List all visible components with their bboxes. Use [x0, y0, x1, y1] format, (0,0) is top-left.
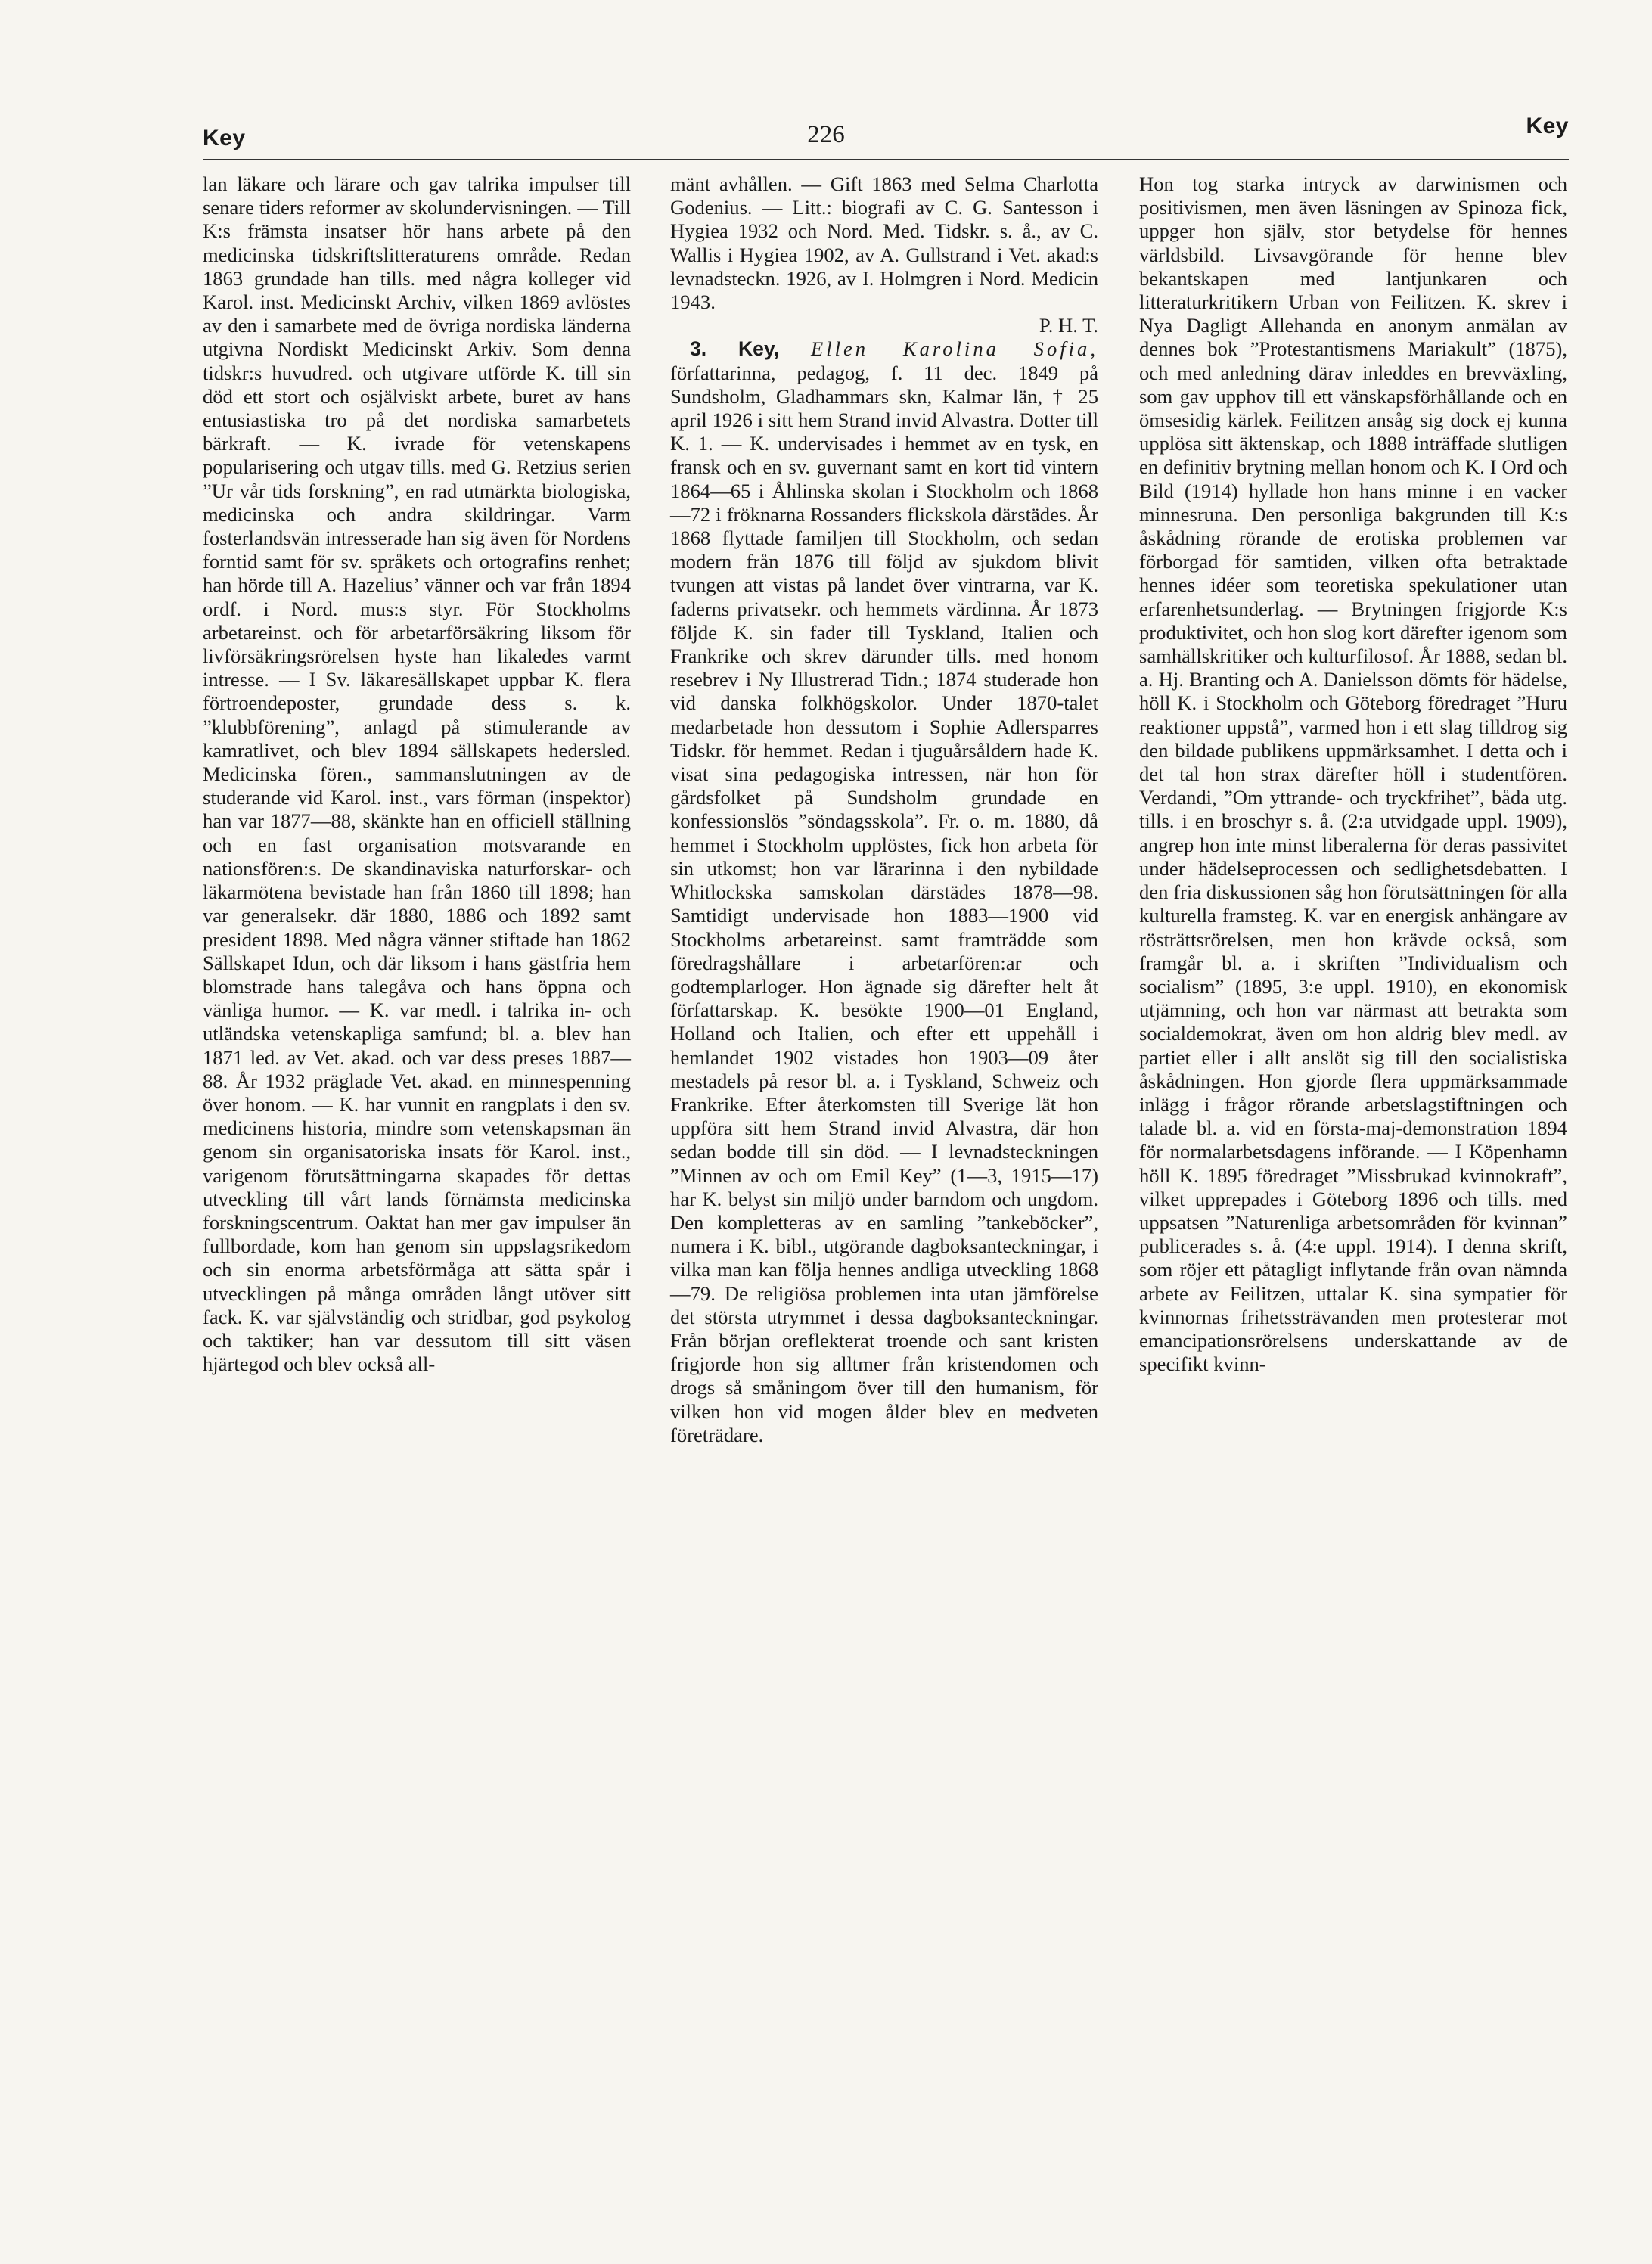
- column-2-paragraph-1: [670, 172, 1098, 337]
- column-3-text: Hon tog starka intryck av darwinismen och positivismen, men även läsningen av Spinoza fick, uppger hon själv, stor betydelse för hennes världsbild. Livsavgörande för henne blev bekantskapen med lantjunkaren och litteraturkritikern Urban von Feilitzen. K. skrev i Nya Dagligt Allehanda en anonym anmälan av dennes bok ”Protestantismens Mariakult” (1875), och med anledning därav inleddes en brevväxling, som gav upphov till ett vänskapsförhållande och en ömsesidig kärlek. Feilitzen ansåg sig dock ej kunna upplösa sitt äktenskap, och 1888 inträffade slutligen en definitiv brytning mellan honom och K. I Ord och Bild (1914) hyllade hon hans minne i en vacker minnesruna. Den personliga bakgrunden till K:s åskådning rörande de erotiska problemen var förborgad för samtiden, vilken ofta betraktade hennes idéer som teoretiska spekulationer utan erfarenhetsunderlag. — Brytningen frigjorde K:s produktivitet, och hon slog kort därefter igenom som samhällskritiker och kulturfilosof. År 1888, sedan bl. a. Hj. Branting och A. Danielsson dömts för hädelse, höll K. i Stockholm och Göteborg föredraget ”Huru reaktioner uppstå”, varmed hon i ett slag tilldrog sig den bildade publikens uppmärksamhet. I detta och i det tal hon strax därefter höll i studentfören. Verdandi, ”Om yttrande- och tryckfrihet”, båda utg. tills. i en broschyr s. å. (2:a utvidgade uppl. 1909), angrep hon inte minst liberalerna för deras passivitet under hädelseprocessen och sedlighetsdebatten. I den fria diskussionen såg hon förutsättningen för alla kulturella framsteg. K. var en energisk anhängare av rösträttsrörelsen, men hon krävde också, som framgår bl. a. i skriften ”Individualism och socialism” (1895, 3:e uppl. 1910), en ekonomisk utjämning, och hon var närmast att betrakta som socialdemokrat, även om hon aldrig blev medl. av partiet eller i allt anslöt sig till den socialistiska åskådningen. Hon gjorde flera uppmärksammade inlägg i frågor rörande arbetslagstiftningen och talade bl. a. vid en första-maj-demonstration 1894 för normalarbetsdagens införande. — I Köpenhamn höll K. 1895 föredraget ”Missbrukad kvinnokraft”, vilket upprepades i Göteborg 1896 och tills. med uppsatsen ”Naturenliga arbetsområden för kvinnan” publicerades s. å. (4:e uppl. 1914). I denna skrift, som röjer ett påtagligt inflytande från ovan nämnda arbete av Feilitzen, uttalar K. sina sympatier för kvinnornas frihetssträvanden men protesterar mot emancipationsrörelsens underskattande av de specifikt kvinn-: [1139, 172, 1567, 1376]
- entry-name: Key,: [738, 337, 780, 361]
- running-head-left: Key: [203, 126, 246, 151]
- entry-given-names: Ellen Karolina Sofia,: [810, 337, 1098, 361]
- entry-number: 3.: [690, 337, 707, 361]
- text-column-1: [203, 172, 631, 1376]
- header-rule: [203, 159, 1569, 160]
- page-number: 226: [807, 121, 845, 148]
- text-column-3: [1139, 172, 1567, 1376]
- column-1-text: lan läkare och lärare och gav talrika impulser till senare tiders reformer av skolundervisningen. — Till K:s främsta insatser hör hans arbete på den medicinska tidskriftslitteraturens område. Redan 1863 grundade han tills. med några kolleger vid Karol. inst. Medicinskt Archiv, vilken 1869 avlöstes av den i samarbete med de övriga nordiska länderna utgivna Nordiskt Medicinskt Arkiv. Som denna tidskr:s huvudred. och utgivare utförde K. till sin död ett stort och osjälviskt arbete, buret av hans entusiastiska tro på det nordiska samarbetets bärkraft. — K. ivrade för vetenskapens popularisering och utgav tills. med G. Retzius serien ”Ur vår tids forskning”, en rad utmärkta biologiska, medicinska och andra skildringar. Varm fosterlandsvän intresserade han sig även för Nordens forntid samt för sv. språkets och ortografins renhet; han hörde till A. Hazelius’ vänner och var från 1894 ordf. i Nord. mus:s styr. För Stockholms arbetareinst. och för arbetarförsäkring liksom för livförsäkringsrörelsen hyste han likaledes varmt intresse. — I Sv. läkaresällskapet uppbar K. flera förtroendeposter, grundade dess s. k. ”klubbförening”, anlagd på stimulerande av kamratlivet, och blev 1894 sällskapets hedersled. Medicinska fören., sammanslutningen av de studerande vid Karol. inst., vars förman (inspektor) han var 1877—88, skänkte han en officiell ställning och en fast organisation motsvarande en nationsfören:s. De skandinaviska naturforskar- och läkarmötena bevistade han från 1860 till 1898; han var generalsekr. där 1880, 1886 och 1892 samt president 1898. Med några vänner stiftade han 1862 Sällskapet Idun, och där liksom i hans gästfria hem blomstrade hans talegåva och hans öppna och vänliga humor. — K. var medl. i talrika in- och utländska vetenskapliga samfund; bl. a. blev han 1871 led. av Vet. akad. och var dess preses 1887—88. År 1932 präglade Vet. akad. en minnespenning över honom. — K. har vunnit en rangplats i den sv. medicinens historia, mindre som vetenskapsman än genom sin organisatoriska insats för Karol. inst., varigenom förutsättningarna skapades för dettas utveckling till vårt lands förnämsta medicinska forskningscentrum. Oaktat han mer gav impulser än fullbordade, kom han genom sin uppslagsrikedom och sin enorma arbetsförmåga att sätta spår i utvecklingen på många områden långt utöver sitt fack. K. var självständig och stridbar, god psykolog och taktiker; han var dessutom till sitt väsen hjärtegod och blev också all-: [203, 172, 631, 1376]
- entry-ellen-key-text: författarinna, pedagog, f. 11 dec. 1849 på Sundsholm, Gladhammars skn, Kalmar län, † 25 april 1926 i sitt hem Strand invid Alvastra. Dotter till K. 1. — K. undervisades i hemmet av en tysk, en fransk och en sv. guvernant samt en kort tid vintern 1864—65 i Åhlinska skolan i Stockholm och 1868—72 i fröknarna Rossanders flickskola därstädes. År 1868 flyttade familjen till Stockholm, och sedan modern från 1876 till följd av sjukdom blivit tvungen att vistas på landet över vintrarna, var K. faderns privatsekr. och hemmets värdinna. År 1873 följde K. sin fader till Tyskland, Italien och Frankrike och skrev därunder tills. med honom resebrev i Ny Illustrerad Tidn.; 1874 studerade hon vid danska folkhögskolor. Under 1870-talet medarbetade hon dessutom i Sophie Adlersparres Tidskr. för hemmet. Redan i tjuguårsåldern hade K. visat sina pedagogiska intressen, när hon för gårdsfolket på Sundsholm grundade en konfessionslös ”söndagsskola”. Fr. o. m. 1880, då hemmet i Stockholm upplöstes, fick hon arbeta för sin utkomst; hon var lärarinna i den nybildade Whitlockska samskolan därstädes 1878—98. Samtidigt undervisade hon 1883—1900 vid Stockholms arbetareinst. samt framträdde som föredragshållare i arbetarfören:ar och godtemplarloger. Hon ägnade sig därefter helt åt författarskap. K. besökte 1900—01 England, Holland och Italien, och efter ett uppehåll i hemlandet 1902 vistades hon 1903—09 åter mestadels på resor bl. a. i Tyskland, Schweiz och Frankrike. Efter återkomsten till Sverige lät hon uppföra sitt hem Strand invid Alvastra, där hon sedan bodde till sin död. — I levnadsteckningen ”Minnen av och om Emil Key” (1—3, 1915—17) har K. belyst sin miljö under barndom och ungdom. Den kompletteras av en samling ”tankeböcker”, numera i K. bibl., utgörande dagboksanteckningar, i vilka man kan följa hennes andliga utveckling 1868—79. De religiösa problemen inta utan jämförelse det största utrymmet i dessa dagboksanteckningar. Från början oreflekterat troende och sant kristen frigjorde hon sig alltmer från kristendomen och drogs så småningom över till den humanism, för vilken hon vid mogen ålder blev en medveten företrädare.: [670, 361, 1098, 1446]
- author-signature: P. H. T.: [1039, 314, 1098, 337]
- text-column-2: [670, 172, 1098, 1447]
- column-2-para1-text: mänt avhållen. — Gift 1863 med Selma Charlotta Godenius. — Litt.: biografi av C. G. Santesson i Hygiea 1932 och Nord. Med. Tidskr. s. å., av C. Wallis i Hygiea 1902, av A. Gullstrand i Vet. akad:s levnadsteckn. 1926, av I. Holmgren i Nord. Medicin 1943.: [670, 172, 1098, 314]
- entry-ellen-key: [670, 337, 1098, 1447]
- running-head-right: Key: [1526, 113, 1569, 138]
